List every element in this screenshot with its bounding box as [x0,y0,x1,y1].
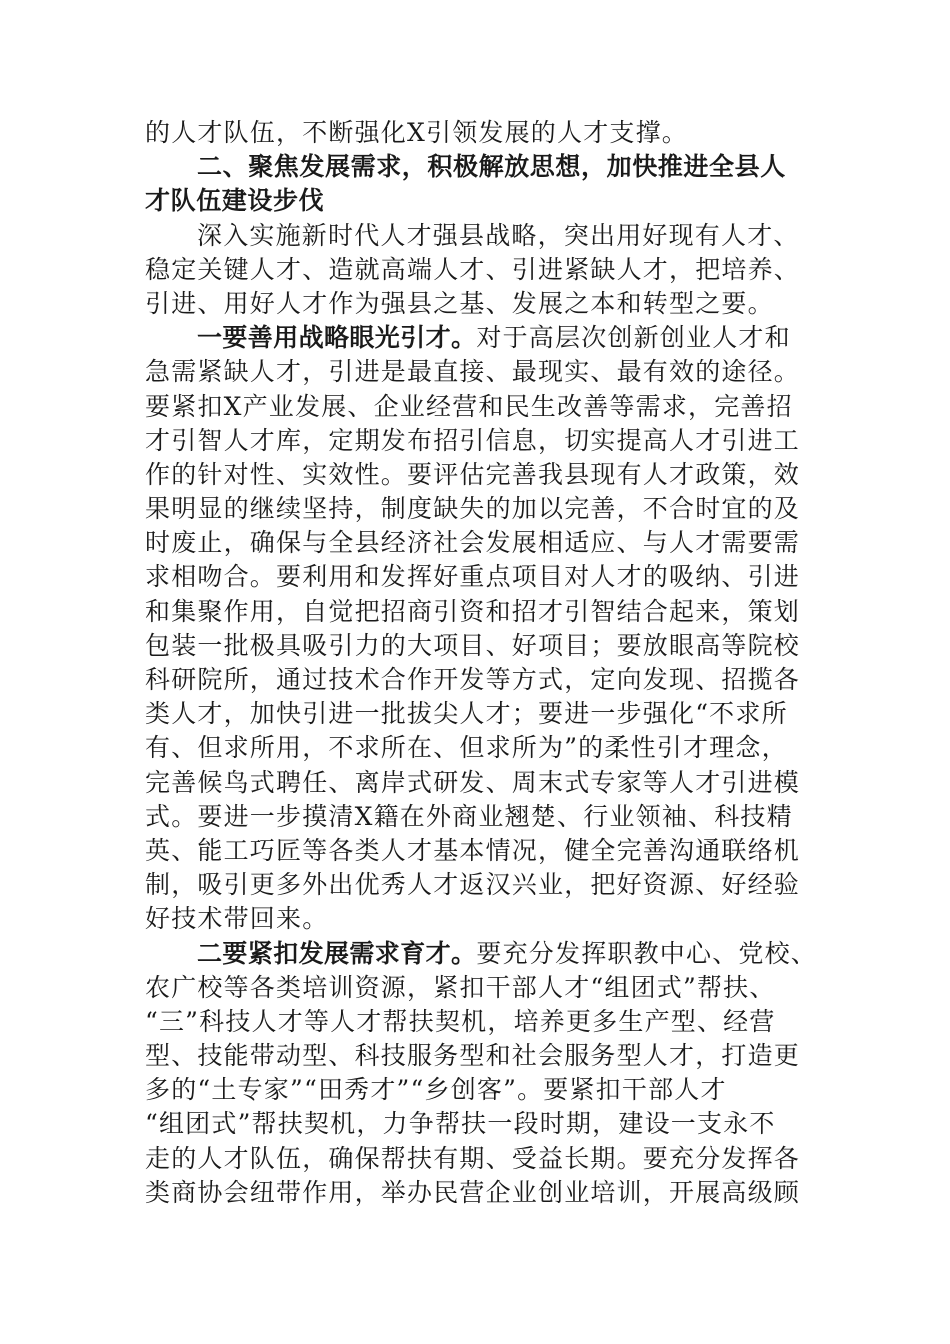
point1-line: 科研院所，通过技术合作开发等方式，定向发现、招揽各 [145,665,801,694]
point2-line: 多的“土专家”“田秀才”“乡创客”。要紧扣干部人才 [145,1075,727,1105]
intro-line: 的人才队伍，不断强化X引领发展的人才支撑。 [145,118,688,147]
intro-paragraph-line-1: 深入实施新时代人才强县战略，突出用好现有人才、 [197,220,800,250]
document-page [145,116,825,1210]
point1-line: 要紧扣X产业发展、企业经营和民生改善等需求，完善招 [145,391,793,421]
point1-line: 类人才，加快引进一批拔尖人才；要进一步强化“不求所 [145,699,788,729]
point2-line: 走的人才队伍，确保帮扶有期、受益长期。要充分发挥各 [145,1143,801,1173]
point2-line: 农广校等各类培训资源，紧扣干部人才“组团式”帮扶、 [145,972,776,1002]
section-heading-line-2: 才队伍建设步伐 [145,186,325,216]
point1-line: 有、但求所用，不求所在、但求所为”的柔性引才理念， [145,733,788,763]
point1-line: 式。要进一步摸清X籍在外商业翘楚、行业领袖、科技精 [145,801,793,831]
intro-paragraph-line-2: 稳定关键人才、造就高端人才、引进紧缺人才，把培养、 [145,254,801,284]
point2-first-line [145,937,825,971]
point1-line: 果明显的继续坚持，制度缺失的加以完善，不合时宜的及 [145,494,801,524]
point2-line: “三”科技人才等人才帮扶契机，培养更多生产型、经营 [145,1006,776,1036]
point1-line: 包装一批极具吸引力的大项目、好项目；要放眼高等院校 [145,630,801,660]
point1-line: 英、能工巧匠等各类人才基本情况，健全完善沟通联络机 [145,835,801,865]
section-heading-line-1: 二、聚焦发展需求，积极解放思想，加快推进全县人 [197,152,786,182]
point1-line: 才引智人才库，定期发布招引信息，切实提高人才引进工 [145,425,801,455]
point1-title: 一要善用战略眼光引才。 [197,323,477,353]
point1-line: 制，吸引更多外出优秀人才返汉兴业，把好资源、好经验 [145,870,801,900]
point2-line: “组团式”帮扶契机，力争帮扶一段时期，建设一支永不 [145,1109,776,1139]
intro-paragraph-line-3: 引进、用好人才作为强县之基、发展之本和转型之要。 [145,288,774,318]
point1-first-line-text: 对于高层次创新创业人才和 [476,323,791,353]
point1-line: 时废止，确保与全县经济社会发展相适应、与人才需要需 [145,528,801,558]
point1-first-line [145,321,825,355]
point1-line: 完善候鸟式聘任、离岸式研发、周末式专家等人才引进模 [145,767,801,797]
point1-line: 好技术带回来。 [145,904,329,934]
point1-line: 作的针对性、实效性。要评估完善我县现有人才政策，效 [145,459,801,489]
point1-line: 急需紧缺人才，引进是最直接、最现实、最有效的途径。 [145,357,801,387]
point2-line: 类商协会纽带作用，举办民营企业创业培训，开展高级顾 [145,1177,801,1207]
point2-first-line-text: 要充分发挥职教中心、党校、 [476,938,818,968]
point1-line: 求相吻合。要利用和发挥好重点项目对人才的吸纳、引进 [145,562,801,592]
point2-line: 型、技能带动型、科技服务型和社会服务型人才，打造更 [145,1041,801,1071]
point1-line: 和集聚作用，自觉把招商引资和招才引智结合起来，策划 [145,596,801,626]
point2-title: 二要紧扣发展需求育才。 [197,938,477,968]
